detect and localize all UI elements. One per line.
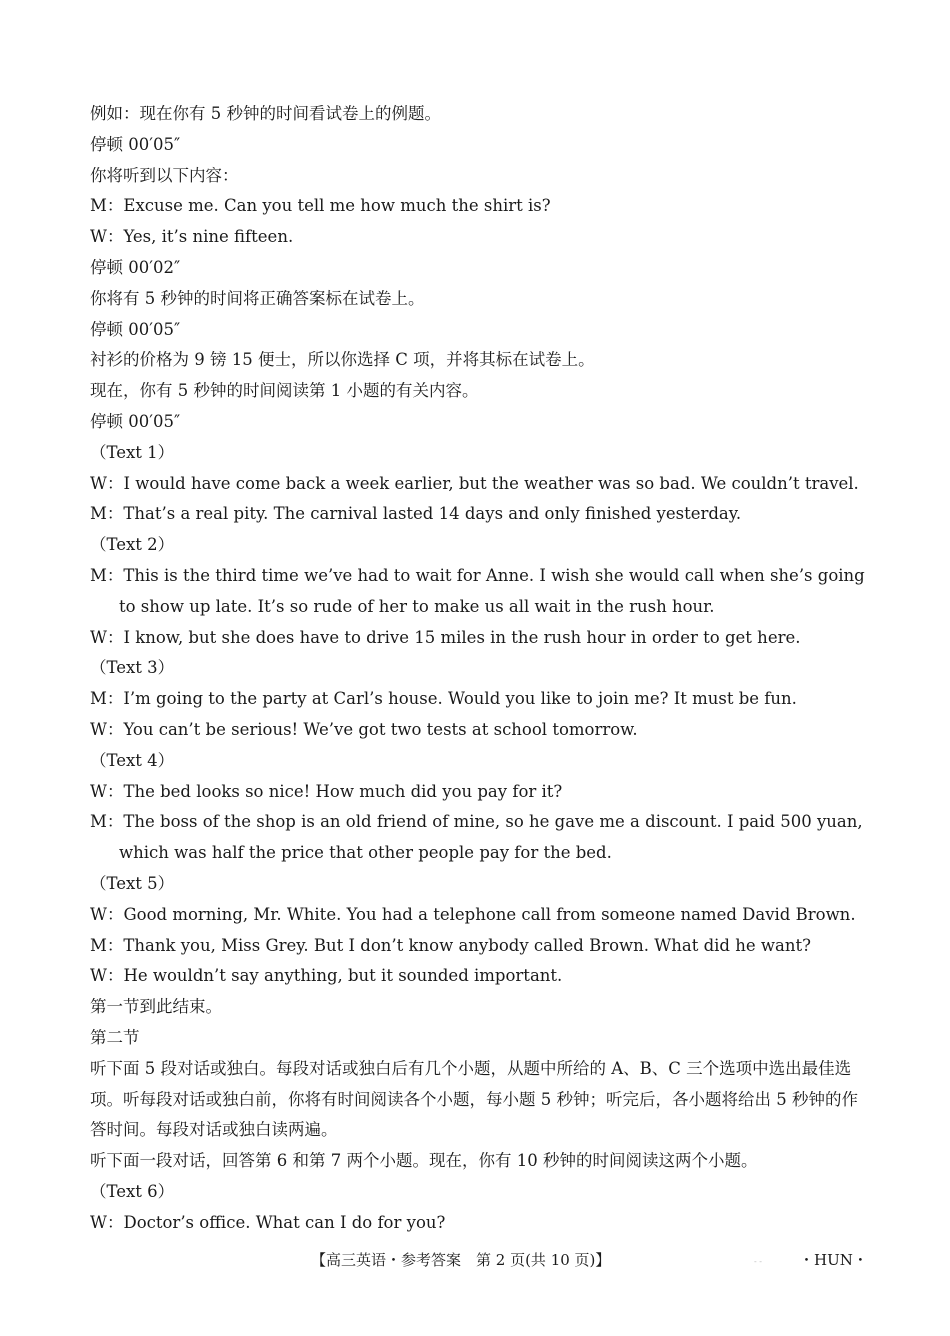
dialogue-line: W：I know, but she does have to drive 15 miles in the rush hour in order to get here. <box>90 627 801 647</box>
text-heading: （Text 4） <box>90 750 175 770</box>
dialogue-line: W：Good morning, Mr. White. You had a telephone call from someone named David Brown. <box>90 904 856 924</box>
text-line: 你将有 5 秒钟的时间将正确答案标在试卷上。 <box>90 288 425 308</box>
pause-line: 停顿 00′05″ <box>90 411 181 431</box>
dialogue-line: W：You can’t be serious! We’ve got two tests at school tomorrow. <box>90 719 638 739</box>
page-footer <box>0 1249 950 1271</box>
section-heading: 第二节 <box>90 1027 140 1047</box>
dialogue-line: W：Doctor’s office. What can I do for you? <box>90 1212 446 1232</box>
dialogue-line: W：Yes, it’s nine fifteen. <box>90 227 294 247</box>
text-heading: （Text 1） <box>90 442 175 462</box>
text-heading: （Text 3） <box>90 658 175 678</box>
footer-region-code: ・HUN・ <box>799 1251 868 1269</box>
dialogue-line: M：The boss of the shop is an old friend of mine, so he gave me a discount. I paid 500 yuan, which was half the price that other people pay for the bed. <box>90 812 863 863</box>
dialogue-line: M：That’s a real pity. The carnival lasted 14 days and only finished yesterday. <box>90 504 742 524</box>
text-line: 听下面一段对话，回答第 6 和第 7 两个小题。现在，你有 10 秒钟的时间阅读这两个小题。 <box>90 1151 758 1171</box>
pause-line: 停顿 00′02″ <box>90 257 181 277</box>
pause-line: 停顿 00′05″ <box>90 319 181 339</box>
dialogue-line: M：This is the third time we’ve had to wait for Anne. I wish she would call when she’s going to show up late. It’s so rude of her to make us all wait in the rush hour. <box>90 565 865 616</box>
text-line: 例如：现在你有 5 秒钟的时间看试卷上的例题。 <box>90 104 441 123</box>
dialogue-line: M：Thank you, Miss Grey. But I don’t know anybody called Brown. What did he want? <box>90 935 811 955</box>
footer-divider-mark: - - <box>754 1257 762 1266</box>
dialogue-line: W：I would have come back a week earlier, but the weather was so bad. We couldn’t travel. <box>90 473 859 493</box>
dialogue-line: M：I’m going to the party at Carl’s house. Would you like to join me? It must be fun. <box>90 689 797 709</box>
page-content <box>90 99 868 1238</box>
text-line: 现在，你有 5 秒钟的时间阅读第 1 小题的有关内容。 <box>90 381 479 401</box>
text-line: 第一节到此结束。 <box>90 997 222 1017</box>
text-heading: （Text 6） <box>90 1181 175 1201</box>
text-line: 衬衫的价格为 9 镑 15 便士，所以你选择 C 项，并将其标在试卷上。 <box>90 350 595 370</box>
text-heading: （Text 5） <box>90 873 175 893</box>
text-heading: （Text 2） <box>90 535 175 555</box>
pause-line: 停顿 00′05″ <box>90 134 181 154</box>
dialogue-line: W：He wouldn’t say anything, but it sounded important. <box>90 966 563 986</box>
instruction-paragraph: 听下面 5 段对话或独白。每段对话或独白后有几个小题，从题中所给的 A、B、C 三个选项中选出最佳选项。听每段对话或独白前，你将有时间阅读各个小题，每小题 5 秒钟；听完后，各小题将给出 5 秒钟的作答时间。每段对话或独白读两遍。 <box>90 1058 858 1140</box>
text-line: 你将听到以下内容： <box>90 165 239 185</box>
dialogue-line: M：Excuse me. Can you tell me how much the shirt is? <box>90 196 551 216</box>
dialogue-line: W：The bed looks so nice! How much did you pay for it? <box>90 781 563 801</box>
footer-page-info: 【高三英语・参考答案 第 2 页(共 10 页)】 <box>311 1251 611 1269</box>
